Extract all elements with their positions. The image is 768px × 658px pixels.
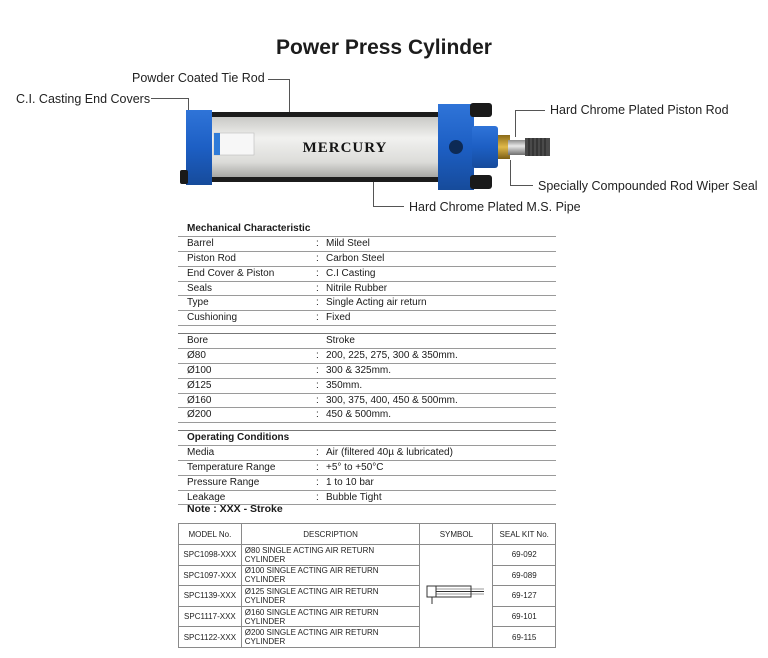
bore-row bbox=[178, 349, 556, 364]
air-port bbox=[449, 140, 463, 154]
spec-key: Ø100 bbox=[187, 364, 212, 376]
bore-row bbox=[178, 394, 556, 409]
col-seal-kit: SEAL KIT No. bbox=[493, 524, 556, 545]
operating-row bbox=[178, 476, 556, 491]
rear-end-cover bbox=[186, 110, 212, 185]
spec-colon: : bbox=[316, 237, 319, 249]
table-row bbox=[179, 565, 556, 586]
operating-row bbox=[178, 446, 556, 461]
spec-value: Bubble Tight bbox=[326, 491, 382, 503]
spec-key: Barrel bbox=[187, 237, 214, 249]
spec-colon: : bbox=[316, 282, 319, 294]
front-nut-bottom bbox=[470, 175, 492, 189]
table-row bbox=[179, 627, 556, 648]
model-no: SPC1139-XXX bbox=[179, 586, 242, 607]
model-no: SPC1117-XXX bbox=[179, 606, 242, 627]
cylinder-symbol-icon bbox=[420, 546, 492, 644]
spec-key: Ø80 bbox=[187, 349, 206, 361]
mechanical-row bbox=[178, 267, 556, 282]
spec-key: Type bbox=[187, 297, 209, 309]
operating-heading: Operating Conditions bbox=[178, 430, 556, 446]
bore-row bbox=[178, 379, 556, 394]
description: Ø100 SINGLE ACTING AIR RETURN CYLINDER bbox=[241, 565, 420, 586]
spec-key: Ø200 bbox=[187, 409, 212, 421]
spec-colon: : bbox=[316, 461, 319, 473]
operating-section bbox=[178, 430, 556, 505]
spec-colon: : bbox=[316, 394, 319, 406]
table-row bbox=[179, 545, 556, 566]
callout-tie-rod: Powder Coated Tie Rod bbox=[132, 71, 265, 85]
callout-pipe: Hard Chrome Plated M.S. Pipe bbox=[409, 200, 581, 214]
description: Ø160 SINGLE ACTING AIR RETURN CYLINDER bbox=[241, 606, 420, 627]
piston-rod bbox=[508, 140, 526, 155]
spec-value: 200, 225, 275, 300 & 350mm. bbox=[326, 349, 458, 361]
seal-kit-no: 69-092 bbox=[493, 545, 556, 566]
description: Ø200 SINGLE ACTING AIR RETURN CYLINDER bbox=[241, 627, 420, 648]
cylinder-illustration bbox=[0, 0, 768, 230]
model-no: SPC1097-XXX bbox=[179, 565, 242, 586]
spec-key: Ø125 bbox=[187, 379, 212, 391]
callout-piston-rod: Hard Chrome Plated Piston Rod bbox=[550, 103, 729, 117]
spec-value: 300, 375, 400, 450 & 500mm. bbox=[326, 394, 458, 406]
brand-logo: MERCURY bbox=[302, 140, 388, 156]
spec-value: C.I Casting bbox=[326, 267, 376, 279]
spec-key: Leakage bbox=[187, 491, 226, 503]
spec-colon: : bbox=[316, 379, 319, 391]
spec-colon: : bbox=[316, 446, 319, 458]
col-model: MODEL No. bbox=[179, 524, 242, 545]
mechanical-row bbox=[178, 311, 556, 326]
spec-key: Temperature Range bbox=[187, 461, 276, 473]
rear-nut bbox=[180, 170, 188, 184]
callout-wiper-seal: Specially Compounded Rod Wiper Seal bbox=[538, 179, 758, 193]
callout-end-covers: C.I. Casting End Covers bbox=[16, 92, 151, 106]
spec-colon: : bbox=[316, 364, 319, 376]
spec-value: 1 to 10 bar bbox=[326, 476, 374, 488]
seal-kit-no: 69-127 bbox=[493, 586, 556, 607]
spec-value: Fixed bbox=[326, 312, 351, 324]
mechanical-row bbox=[178, 252, 556, 267]
description: Ø80 SINGLE ACTING AIR RETURN CYLINDER bbox=[241, 545, 420, 566]
spec-key: Ø160 bbox=[187, 394, 212, 406]
col-description: DESCRIPTION bbox=[241, 524, 420, 545]
bore-header-row: Bore Stroke bbox=[178, 333, 556, 349]
spec-colon: : bbox=[316, 297, 319, 309]
mechanical-row bbox=[178, 282, 556, 297]
spec-value: Mild Steel bbox=[326, 237, 370, 249]
spec-key: Media bbox=[187, 446, 215, 458]
model-table bbox=[178, 523, 556, 648]
spec-key: Cushioning bbox=[187, 312, 238, 324]
spec-value: 350mm. bbox=[326, 379, 363, 391]
spec-colon: : bbox=[316, 312, 319, 324]
spec-value: Nitrile Rubber bbox=[326, 282, 388, 294]
mechanical-row bbox=[178, 237, 556, 252]
bore-row bbox=[178, 408, 556, 423]
page-title: Power Press Cylinder bbox=[276, 36, 492, 59]
model-no: SPC1098-XXX bbox=[179, 545, 242, 566]
spec-value: +5° to +50°C bbox=[326, 461, 384, 473]
spec-value: Carbon Steel bbox=[326, 252, 385, 264]
bore-section bbox=[178, 333, 556, 423]
spec-colon: : bbox=[316, 349, 319, 361]
spec-colon: : bbox=[316, 409, 319, 421]
model-no: SPC1122-XXX bbox=[179, 627, 242, 648]
col-symbol: SYMBOL bbox=[420, 524, 493, 545]
table-row bbox=[179, 586, 556, 607]
symbol-cell bbox=[420, 545, 493, 648]
mechanical-row bbox=[178, 296, 556, 311]
gland bbox=[472, 126, 498, 168]
spec-key: Seals bbox=[187, 282, 213, 294]
front-nut-top bbox=[470, 103, 492, 117]
mechanical-section bbox=[178, 222, 556, 326]
spec-colon: : bbox=[316, 491, 319, 503]
spec-colon: : bbox=[316, 267, 319, 279]
spec-key: Pressure Range bbox=[187, 476, 260, 488]
bore-row bbox=[178, 364, 556, 379]
spec-colon: : bbox=[316, 476, 319, 488]
description: Ø125 SINGLE ACTING AIR RETURN CYLINDER bbox=[241, 586, 420, 607]
mechanical-heading: Mechanical Characteristic bbox=[178, 222, 556, 237]
spec-value: Single Acting air return bbox=[326, 297, 427, 309]
seal-kit-no: 69-101 bbox=[493, 606, 556, 627]
stroke-note: Note : XXX - Stroke bbox=[187, 503, 283, 515]
spec-value: 450 & 500mm. bbox=[326, 409, 392, 421]
seal-kit-no: 69-115 bbox=[493, 627, 556, 648]
spec-key: End Cover & Piston bbox=[187, 267, 275, 279]
spec-key: Piston Rod bbox=[187, 252, 236, 264]
seal-kit-no: 69-089 bbox=[493, 565, 556, 586]
table-row bbox=[179, 606, 556, 627]
spec-value: 300 & 325mm. bbox=[326, 364, 392, 376]
operating-row bbox=[178, 461, 556, 476]
spec-value: Air (filtered 40µ & lubricated) bbox=[326, 446, 453, 458]
spec-colon: : bbox=[316, 252, 319, 264]
